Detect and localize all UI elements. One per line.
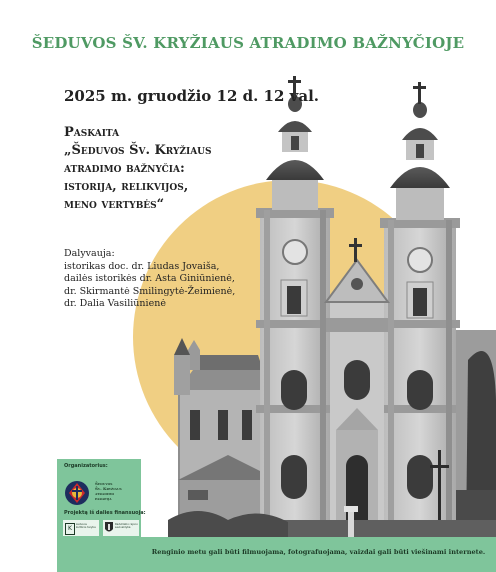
- poster-title: ŠEDUVOS ŠV. KRYŽIAUS ATRADIMO BAŽNYČIOJE: [31, 34, 465, 52]
- participant-item: istorikas doc. dr. Liudas Jovaiša,: [64, 260, 220, 272]
- participants-list: [64, 248, 235, 311]
- funding-label: Projektą iš dalies finansuoja:: [64, 510, 146, 516]
- footer-notice: Renginio metu gali būti filmuojama, fotografuojama, vaizdai gali būti viešinami internete.: [151, 548, 486, 556]
- coat-of-arms-icon: [105, 522, 113, 534]
- parish-name-line: atradimo: [95, 491, 115, 496]
- parish-emblem-logo: [64, 480, 90, 506]
- event-date-time: 2025 m. gruodžio 12 d. 12 val.: [64, 87, 319, 105]
- lecture-title: [64, 124, 284, 214]
- municipality-logo: [103, 520, 139, 536]
- culture-council-text: Lietuvos kultūros taryba: [76, 523, 96, 530]
- lecture-line: atradimo bažnyčia:: [64, 161, 185, 176]
- organizer-label: Organizatorius:: [64, 463, 108, 469]
- culture-council-logo: K Lietuvos kultūros taryba: [63, 520, 99, 536]
- municipality-text: Radviliškio rajono savivaldybė: [115, 523, 138, 530]
- participant-item: dailės istorikės dr. Asta Giniūnienė,: [64, 273, 235, 284]
- lecture-line: meno vertybės“: [64, 197, 165, 212]
- parish-name: [95, 481, 122, 501]
- participant-item: dr. Skirmantė Smilingytė-Žeimienė,: [64, 285, 236, 297]
- parish-name-line: Šv. Kryžiaus: [95, 486, 122, 491]
- participant-item: dr. Dalia Vasiliūnienė: [64, 298, 166, 309]
- participants-heading: Dalyvauja:: [64, 248, 115, 259]
- lecture-line: istorija, relikvijos,: [64, 179, 189, 194]
- lecture-line: „Šeduvos Šv. Kryžiaus: [64, 143, 212, 158]
- parish-name-line: parapija: [95, 496, 112, 501]
- lecture-line: Paskaita: [64, 125, 120, 140]
- parish-name-line: Šeduvos: [95, 481, 113, 486]
